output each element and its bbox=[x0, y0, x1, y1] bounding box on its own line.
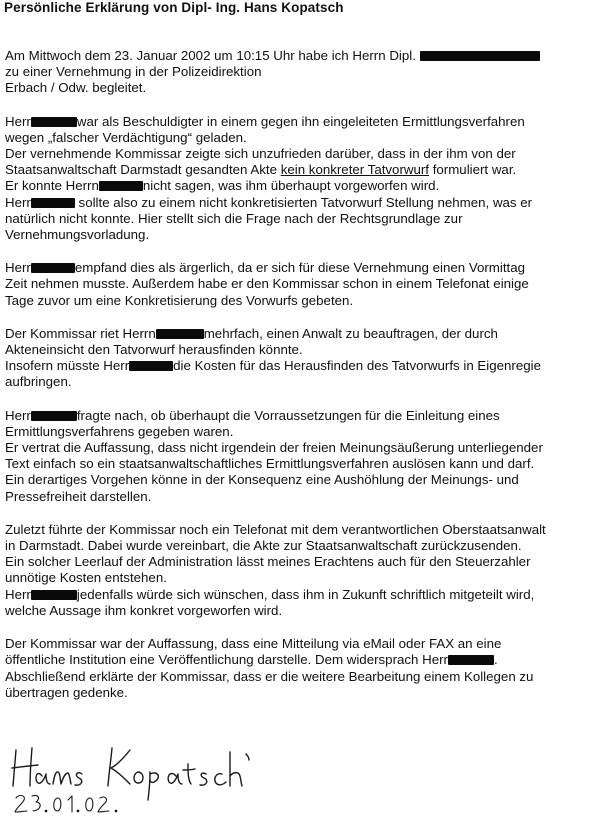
text-segment: Er vertrat die Auffassung, dass nicht irgendein der freien Meinungsäußerung unterliegender bbox=[5, 440, 543, 456]
text-segment: Herr bbox=[5, 260, 31, 276]
text-segment: Er konnte Herrn bbox=[5, 178, 99, 194]
text-line bbox=[5, 358, 603, 374]
text-segment: fragte nach, ob überhaupt die Vorraussetzungen für die Einleitung eines bbox=[76, 407, 500, 423]
paragraph bbox=[5, 48, 603, 97]
underlined-text: kein konkreter Tatvorwurf bbox=[280, 162, 430, 178]
text-segment: in Darmstadt. Dabei wurde vereinbart, die Akte zur Staatsanwaltschaft zurückzusenden. bbox=[5, 538, 522, 554]
text-line bbox=[5, 603, 603, 619]
text-segment: sollte also zu einem nicht konkretisierten Tatvorwurf Stellung nehmen, was er bbox=[74, 194, 533, 210]
text-segment: Text einfach so ein staatsanwaltschaftliches Ermittlungsverfahren auslösen kann und darf. bbox=[5, 456, 535, 472]
text-segment: Pressefreiheit darstellen. bbox=[5, 488, 152, 504]
text-line bbox=[5, 80, 603, 96]
text-line bbox=[5, 669, 603, 685]
text-segment: öffentliche Institution eine Veröffentlichung darstelle. Dem widersprach Herr bbox=[5, 652, 448, 668]
paragraph bbox=[5, 636, 603, 701]
text-line bbox=[5, 374, 603, 390]
text-segment: zu einer Vernehmung in der Polizeidirektion bbox=[5, 64, 262, 80]
redaction-bar bbox=[31, 263, 75, 273]
redaction-bar bbox=[99, 181, 143, 191]
text-line bbox=[5, 522, 603, 538]
text-line bbox=[5, 114, 603, 130]
paragraph bbox=[5, 326, 603, 391]
text-line bbox=[5, 554, 603, 570]
paragraph bbox=[5, 522, 603, 619]
text-line bbox=[5, 587, 603, 603]
text-line bbox=[5, 276, 603, 292]
text-segment: war als Beschuldigter in einem gegen ihn eingeleiteten Ermittlungsverfahren bbox=[76, 113, 525, 129]
text-line bbox=[5, 456, 603, 472]
text-segment: Der Kommissar war der Auffassung, dass eine Mitteilung via eMail oder FAX an eine bbox=[5, 636, 502, 652]
text-line bbox=[5, 424, 603, 440]
text-segment: natürlich nicht konnte. Hier stellt sich die Frage nach der Rechtsgrundlage zur bbox=[5, 210, 463, 226]
text-line bbox=[5, 636, 603, 652]
text-line bbox=[5, 293, 603, 309]
text-segment: Am Mittwoch dem 23. Januar 2002 um 10:15 Uhr habe ich Herrn Dipl. bbox=[5, 48, 420, 63]
document-title: Persönliche Erklärung von Dipl- Ing. Hans Kopatsch bbox=[4, 0, 344, 15]
redaction-bar bbox=[129, 361, 173, 371]
text-segment: Abschließend erklärte der Kommissar, dass er die weitere Bearbeitung einem Kollegen zu bbox=[5, 668, 534, 684]
text-line bbox=[5, 64, 603, 80]
text-segment: welche Aussage ihm konkret vorgeworfen wird. bbox=[5, 602, 283, 618]
redaction-bar bbox=[156, 329, 204, 339]
text-line bbox=[5, 178, 603, 194]
text-segment: Der Kommissar riet Herrn bbox=[5, 325, 156, 341]
text-segment: unnötige Kosten entstehen. bbox=[5, 570, 167, 586]
text-line bbox=[5, 130, 603, 146]
text-segment: mehrfach, einen Anwalt zu beauftragen, der durch bbox=[203, 325, 498, 341]
text-segment: Zuletzt führte der Kommissar noch ein Telefonat mit dem verantwortlichen Oberstaatsanwalt bbox=[5, 521, 546, 537]
text-line bbox=[5, 211, 603, 227]
text-segment: Der vernehmende Kommissar zeigte sich unzufrieden darüber, dass in der ihm von der bbox=[5, 146, 516, 162]
text-line bbox=[5, 162, 603, 178]
text-segment: Akteneinsicht den Tatvorwurf herausfinden könnte. bbox=[5, 342, 303, 358]
text-segment: . bbox=[493, 652, 498, 668]
redaction-bar bbox=[31, 198, 75, 208]
text-line bbox=[5, 440, 603, 456]
text-line bbox=[5, 652, 603, 668]
text-line bbox=[5, 342, 603, 358]
text-line bbox=[5, 195, 603, 211]
text-line bbox=[5, 538, 603, 554]
handwritten-signature bbox=[8, 740, 278, 820]
text-line bbox=[5, 48, 603, 64]
text-segment: Herr bbox=[5, 194, 31, 210]
text-segment: Staatsanwaltschaft Darmstadt gesandten Akte bbox=[5, 162, 281, 178]
redaction-bar bbox=[448, 655, 494, 665]
text-segment: empfand dies als ärgerlich, da er sich für diese Vernehmung einen Vormittag bbox=[74, 260, 525, 276]
text-segment: nicht sagen, was ihm überhaupt vorgeworfen wird. bbox=[142, 178, 440, 194]
text-line bbox=[5, 472, 603, 488]
text-line bbox=[5, 489, 603, 505]
text-line bbox=[5, 146, 603, 162]
text-line bbox=[5, 326, 603, 342]
text-segment: Vernehmungsvorladung. bbox=[5, 227, 150, 243]
paragraph bbox=[5, 260, 603, 309]
text-line bbox=[5, 260, 603, 276]
text-segment: Herr bbox=[5, 407, 31, 423]
text-segment: Ein derartiges Vorgehen könne in der Konsequenz eine Aushöhlung der Meinungs- und bbox=[5, 472, 519, 488]
text-segment: Ein solcher Leerlauf der Administration lässt meines Erachtens auch für den Steuerzahler bbox=[5, 554, 531, 570]
text-segment: formuliert war. bbox=[429, 162, 517, 178]
text-segment: Zeit nehmen musste. Außerdem habe er den Kommissar schon in einem Telefonat einige bbox=[5, 276, 529, 292]
text-line bbox=[5, 570, 603, 586]
text-segment: jedenfalls würde sich wünschen, dass ihm in Zukunft schriftlich mitgeteilt wird, bbox=[76, 586, 535, 602]
text-segment: die Kosten für das Herausfinden des Tatvorwurfs in Eigenregie bbox=[173, 358, 542, 374]
text-line bbox=[5, 685, 603, 701]
document-body bbox=[5, 48, 603, 718]
text-segment: Insofern müsste Herr bbox=[5, 358, 130, 374]
text-segment: wegen „falscher Verdächtigung“ geladen. bbox=[5, 129, 247, 145]
redaction-bar bbox=[420, 51, 540, 61]
text-segment: Ermittlungsverfahrens gegeben waren. bbox=[5, 423, 234, 439]
text-segment: Herr bbox=[5, 113, 31, 129]
redaction-bar bbox=[31, 117, 77, 127]
text-segment: Tage zuvor um eine Konkretisierung des Vorwurfs gebeten. bbox=[5, 292, 354, 308]
paragraph bbox=[5, 408, 603, 505]
paragraph bbox=[5, 114, 603, 244]
text-segment: Erbach / Odw. begleitet. bbox=[5, 80, 147, 96]
text-line bbox=[5, 227, 603, 243]
text-segment: aufbringen. bbox=[5, 374, 72, 390]
text-segment: übertragen gedenke. bbox=[5, 684, 128, 700]
text-line bbox=[5, 408, 603, 424]
text-segment: Herr bbox=[5, 586, 31, 602]
redaction-bar bbox=[31, 590, 77, 600]
redaction-bar bbox=[31, 411, 77, 421]
